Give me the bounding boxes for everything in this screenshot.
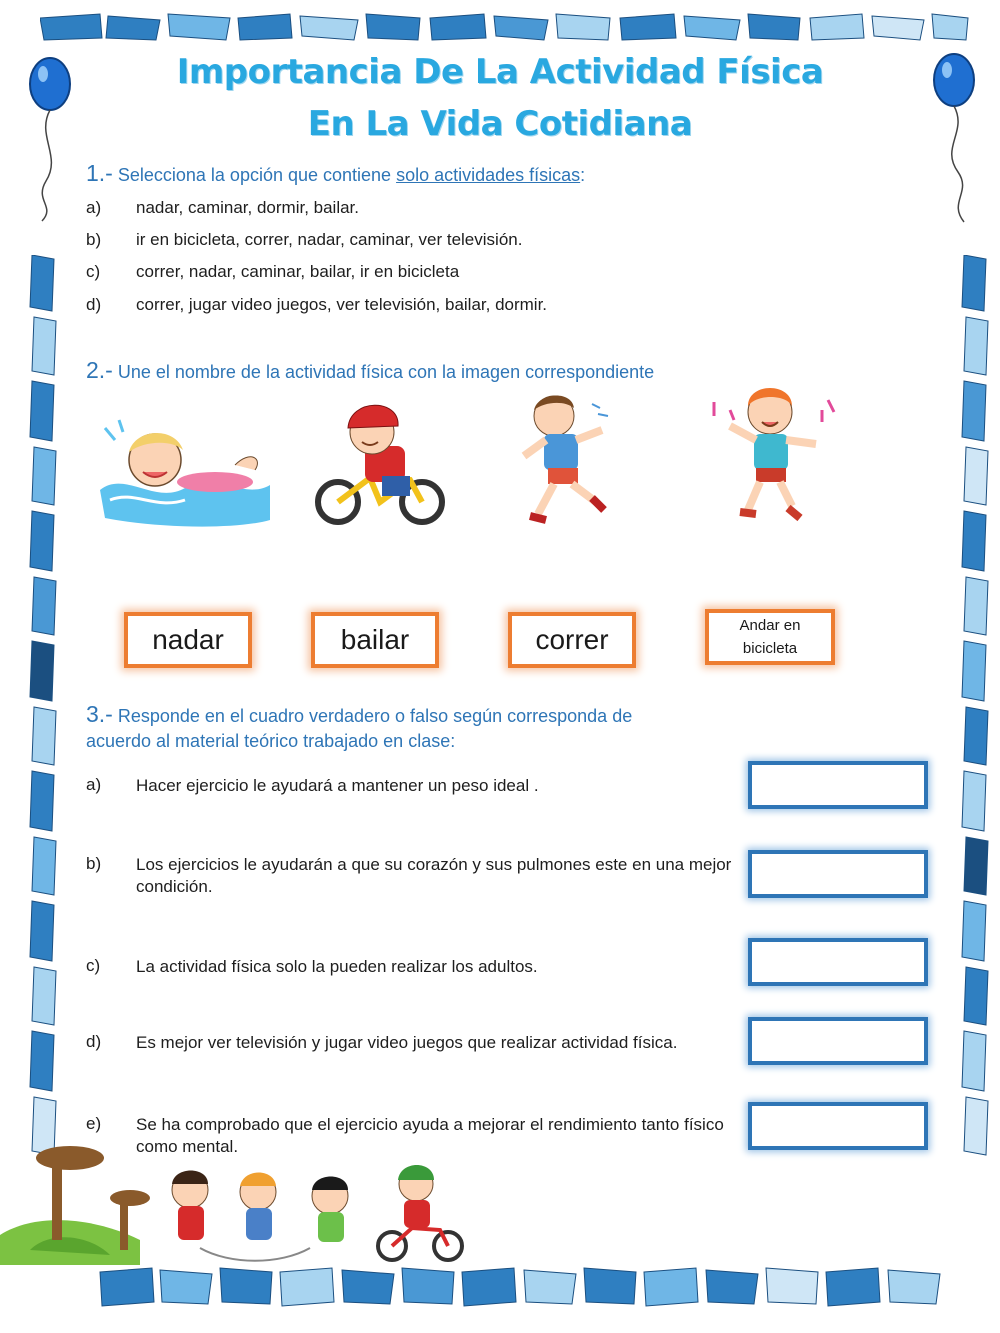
item-letter: d) [86,1032,102,1051]
page-title-line-2: En La Vida Cotidiana [307,104,693,144]
word-label-line-2: bicicleta [742,640,798,657]
item-text: Se ha comprobado que el ejercicio ayuda a mejorar el rendimiento tanto físico como mental. [136,1115,724,1156]
item-text: Hacer ejercicio le ayudará a mantener un peso ideal . [136,776,539,795]
answer-box-d[interactable] [748,1017,928,1065]
item-letter: c) [86,956,101,975]
question-3-number: 3.- [86,701,113,727]
decorative-left-border [22,255,62,1255]
answer-box-b[interactable] [748,850,928,898]
option-text: ir en bicicleta, correr, nadar, caminar, ver televisión. [136,230,523,249]
answer-box-e[interactable] [748,1102,928,1150]
word-box-bailar[interactable] [311,612,439,668]
item-text: La actividad física solo la pueden realizar los adultos. [136,957,538,976]
answer-box-c[interactable] [748,938,928,986]
page-title-line-1: Importancia De La Actividad Física [176,52,824,92]
item-letter: a) [86,775,102,794]
question-1-number: 1.- [86,160,113,186]
question-2-number: 2.- [86,357,113,383]
question-1-colon: : [580,165,586,185]
question-3-heading [86,702,766,754]
decorative-top-border [40,10,970,44]
question-3-text-line-2: acuerdo al material teórico trabajado en clase: [86,731,456,751]
option-letter: c) [86,262,101,281]
question-1-text: Selecciona la opción que contiene [117,165,397,185]
question-1-option-a[interactable] [86,198,359,218]
word-box-correr[interactable] [508,612,636,668]
playing-kids-illustration [0,1140,480,1265]
question-3-text-line-1: Responde en el cuadro verdadero o falso según corresponda de [117,706,633,726]
answer-box-a[interactable] [748,761,928,809]
option-letter: a) [86,198,102,217]
option-text: correr, nadar, caminar, bailar, ir en bicicleta [136,262,460,281]
question-2-heading [86,357,654,384]
item-letter: b) [86,854,102,873]
question-1-underlined-text: solo actividades físicas [396,165,581,185]
word-label: correr [535,624,609,655]
question-1-option-b[interactable] [86,230,522,250]
item-letter: e) [86,1114,102,1133]
item-text: Es mejor ver televisión y jugar video juegos que realizar actividad física. [136,1033,678,1052]
decorative-bottom-border [40,1262,975,1312]
word-label: nadar [152,624,224,655]
item-text: Los ejercicios le ayudarán a que su corazón y sus pulmones este en una mejor condición. [136,855,732,896]
question-2-text: Une el nombre de la actividad física con la imagen correspondiente [117,362,655,382]
option-letter: b) [86,230,102,249]
question-1-option-d[interactable] [86,295,547,315]
word-box-nadar[interactable] [124,612,252,668]
word-label: bailar [340,624,410,655]
option-text: correr, jugar video juegos, ver televisión, bailar, dormir. [136,295,548,314]
question-1-heading [86,160,585,187]
running-child-image[interactable] [512,390,622,535]
decorative-right-border [958,255,994,1255]
word-box-andar-en-bicicleta[interactable] [705,609,835,665]
word-label [740,614,801,660]
option-text: nadar, caminar, dormir, bailar. [136,198,360,217]
question-1-option-c[interactable] [86,262,459,282]
word-label-line-1: Andar en [739,617,801,634]
swimming-child-image[interactable] [95,410,275,530]
option-letter: d) [86,295,102,314]
cycling-child-image[interactable] [310,398,450,528]
dancing-child-image[interactable] [700,380,840,530]
